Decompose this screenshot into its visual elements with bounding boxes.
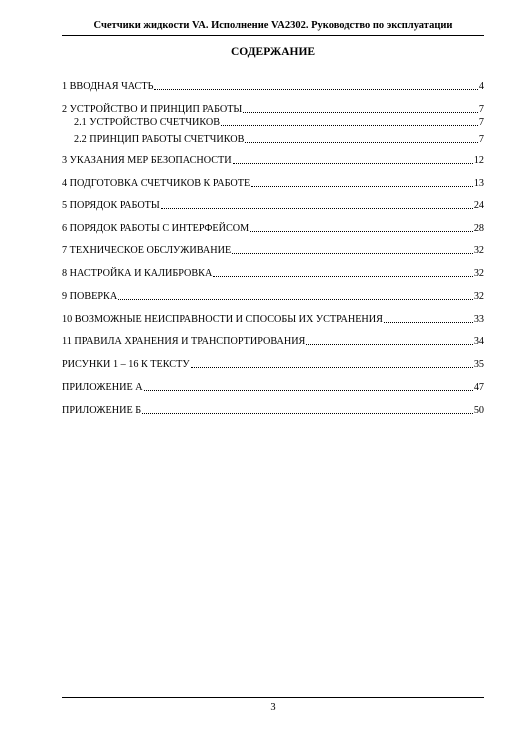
toc-entry-page: 50 <box>473 405 484 416</box>
toc-entry-10[interactable] <box>62 313 484 326</box>
toc-entry-appendix-b[interactable] <box>62 404 484 417</box>
leader-dots <box>245 142 477 143</box>
leader-dots <box>384 322 473 323</box>
toc-entry-page: 35 <box>473 359 484 370</box>
leader-dots <box>306 344 472 345</box>
toc-entry-page: 4 <box>478 81 484 92</box>
toc-entry-label: 7 ТЕХНИЧЕСКОЕ ОБСЛУЖИВАНИЕ <box>62 245 232 256</box>
toc-entry-label: 10 ВОЗМОЖНЫЕ НЕИСПРАВНОСТИ И СПОСОБЫ ИХ УСТРАНЕНИЯ <box>62 314 383 325</box>
leader-dots <box>243 112 478 113</box>
leader-dots <box>251 186 473 187</box>
toc-entry-figures[interactable] <box>62 358 484 371</box>
leader-dots <box>213 276 472 277</box>
toc-entry-label: 2.1 УСТРОЙСТВО СЧЕТЧИКОВ <box>74 117 221 128</box>
toc-entry-page: 24 <box>473 200 484 211</box>
toc-entry-label: 5 ПОРЯДОК РАБОТЫ <box>62 200 160 211</box>
toc-entry-5[interactable] <box>62 199 484 212</box>
leader-dots <box>191 367 473 368</box>
toc-entry-7[interactable] <box>62 244 484 257</box>
toc-entry-label: 8 НАСТРОЙКА И КАЛИБРОВКА <box>62 268 213 279</box>
leader-dots <box>233 163 473 164</box>
toc-entry-11[interactable] <box>62 335 484 348</box>
toc-entry-4[interactable] <box>62 177 484 190</box>
leader-dots <box>250 231 473 232</box>
toc-entry-page: 33 <box>473 314 484 325</box>
running-header: Счетчики жидкости VA. Исполнение VA2302. Руководство по эксплуатации <box>62 20 484 36</box>
toc-entry-label: 11 ПРАВИЛА ХРАНЕНИЯ И ТРАНСПОРТИРОВАНИЯ <box>62 336 306 347</box>
toc-entry-page: 32 <box>473 268 484 279</box>
toc-entry-page: 47 <box>473 382 484 393</box>
toc-entry-page: 32 <box>473 245 484 256</box>
leader-dots <box>221 125 478 126</box>
toc-entry-2-1[interactable] <box>62 116 484 129</box>
toc-entry-page: 7 <box>478 134 484 145</box>
toc-entry-page: 7 <box>478 117 484 128</box>
toc-entry-page: 13 <box>473 178 484 189</box>
toc-entry-8[interactable] <box>62 267 484 280</box>
toc-entry-label: ПРИЛОЖЕНИЕ Б <box>62 405 142 416</box>
toc-entry-label: 6 ПОРЯДОК РАБОТЫ С ИНТЕРФЕЙСОМ <box>62 223 250 234</box>
footer-divider <box>62 697 484 698</box>
toc-entry-page: 34 <box>473 336 484 347</box>
toc-entry-label: ПРИЛОЖЕНИЕ А <box>62 382 143 393</box>
table-of-contents <box>62 80 484 417</box>
toc-entry-page: 32 <box>473 291 484 302</box>
toc-entry-label: 3 УКАЗАНИЯ МЕР БЕЗОПАСНОСТИ <box>62 155 232 166</box>
page-number: 3 <box>270 702 276 713</box>
toc-entry-page: 12 <box>473 155 484 166</box>
leader-dots <box>118 299 473 300</box>
toc-entry-label: 1 ВВОДНАЯ ЧАСТЬ <box>62 81 154 92</box>
toc-entry-label: 2 УСТРОЙСТВО И ПРИНЦИП РАБОТЫ <box>62 104 243 115</box>
leader-dots <box>232 253 473 254</box>
toc-entry-label: 2.2 ПРИНЦИП РАБОТЫ СЧЕТЧИКОВ <box>74 134 245 145</box>
toc-entry-label: РИСУНКИ 1 – 16 К ТЕКСТУ <box>62 359 190 370</box>
leader-dots <box>161 208 473 209</box>
leader-dots <box>144 390 473 391</box>
toc-entry-appendix-a[interactable] <box>62 381 484 394</box>
toc-entry-3[interactable] <box>62 154 484 167</box>
toc-entry-1[interactable] <box>62 80 484 93</box>
toc-entry-label: 9 ПОВЕРКА <box>62 291 118 302</box>
toc-entry-2-2[interactable] <box>62 133 484 146</box>
toc-entry-page: 28 <box>473 223 484 234</box>
toc-entry-2[interactable] <box>62 103 484 116</box>
toc-entry-label: 4 ПОДГОТОВКА СЧЕТЧИКОВ К РАБОТЕ <box>62 178 251 189</box>
leader-dots <box>154 89 477 90</box>
toc-title: СОДЕРЖАНИЕ <box>230 46 316 58</box>
leader-dots <box>142 413 473 414</box>
toc-entry-6[interactable] <box>62 222 484 235</box>
toc-entry-9[interactable] <box>62 290 484 303</box>
toc-entry-page: 7 <box>478 104 484 115</box>
